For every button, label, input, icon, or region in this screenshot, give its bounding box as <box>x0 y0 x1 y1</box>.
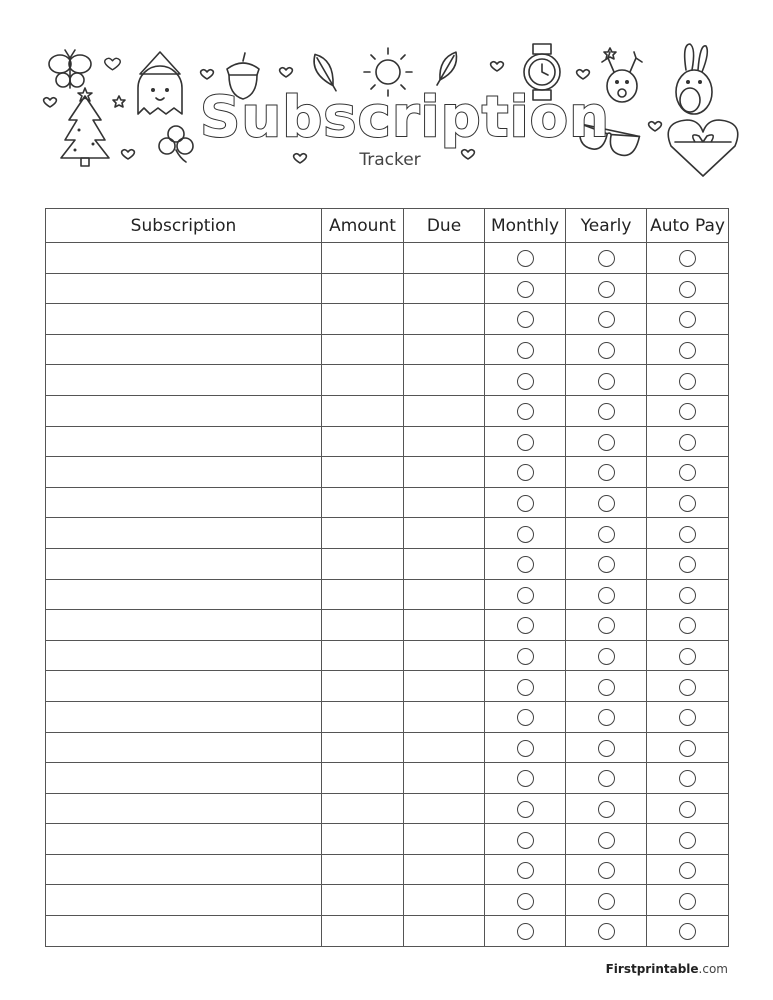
amount-cell[interactable] <box>322 824 404 855</box>
yearly-checkbox[interactable] <box>598 281 615 298</box>
auto-pay-cell <box>647 916 729 947</box>
page-subtitle: Tracker <box>359 150 421 170</box>
table-row <box>46 243 729 274</box>
table-row <box>46 824 729 855</box>
auto-pay-cell <box>647 457 729 488</box>
due-cell[interactable] <box>404 610 485 641</box>
monthly-cell <box>485 824 566 855</box>
yearly-cell <box>566 304 647 335</box>
subscription-cell[interactable] <box>46 334 322 365</box>
auto-pay-checkbox[interactable] <box>679 464 696 481</box>
auto-pay-cell <box>647 763 729 794</box>
amount-cell[interactable] <box>322 487 404 518</box>
monthly-cell <box>485 732 566 763</box>
amount-cell[interactable] <box>322 548 404 579</box>
auto-pay-cell <box>647 579 729 610</box>
yearly-checkbox[interactable] <box>598 342 615 359</box>
monthly-checkbox[interactable] <box>517 495 534 512</box>
subscription-cell[interactable] <box>46 365 322 396</box>
amount-cell[interactable] <box>322 457 404 488</box>
yearly-cell <box>566 243 647 274</box>
column-header-due: Due <box>404 209 485 243</box>
table-row <box>46 457 729 488</box>
subscription-cell[interactable] <box>46 732 322 763</box>
yearly-cell <box>566 487 647 518</box>
monthly-checkbox[interactable] <box>517 709 534 726</box>
auto-pay-cell <box>647 243 729 274</box>
yearly-checkbox[interactable] <box>598 770 615 787</box>
table-row <box>46 916 729 947</box>
monthly-cell <box>485 243 566 274</box>
table-row <box>46 671 729 702</box>
auto-pay-checkbox[interactable] <box>679 617 696 634</box>
monthly-cell <box>485 304 566 335</box>
monthly-cell <box>485 701 566 732</box>
due-cell[interactable] <box>404 732 485 763</box>
monthly-checkbox[interactable] <box>517 403 534 420</box>
table-row <box>46 579 729 610</box>
table-row <box>46 334 729 365</box>
yearly-checkbox[interactable] <box>598 893 615 910</box>
yearly-checkbox[interactable] <box>598 250 615 267</box>
monthly-cell <box>485 671 566 702</box>
yearly-checkbox[interactable] <box>598 862 615 879</box>
table-row <box>46 395 729 426</box>
shamrock-icon <box>159 126 193 162</box>
auto-pay-cell <box>647 732 729 763</box>
auto-pay-cell <box>647 487 729 518</box>
subscription-cell[interactable] <box>46 395 322 426</box>
auto-pay-checkbox[interactable] <box>679 587 696 604</box>
auto-pay-checkbox[interactable] <box>679 434 696 451</box>
butterfly-icon <box>49 50 91 88</box>
due-cell[interactable] <box>404 579 485 610</box>
auto-pay-checkbox[interactable] <box>679 709 696 726</box>
table-row <box>46 610 729 641</box>
monthly-checkbox[interactable] <box>517 250 534 267</box>
auto-pay-cell <box>647 610 729 641</box>
amount-cell[interactable] <box>322 273 404 304</box>
yearly-checkbox[interactable] <box>598 832 615 849</box>
amount-cell[interactable] <box>322 426 404 457</box>
yearly-cell <box>566 365 647 396</box>
auto-pay-checkbox[interactable] <box>679 862 696 879</box>
auto-pay-checkbox[interactable] <box>679 679 696 696</box>
monthly-cell <box>485 885 566 916</box>
brand-watermark <box>606 962 728 976</box>
amount-cell[interactable] <box>322 793 404 824</box>
monthly-cell <box>485 916 566 947</box>
yearly-checkbox[interactable] <box>598 679 615 696</box>
column-header-monthly: Monthly <box>485 209 566 243</box>
monthly-cell <box>485 518 566 549</box>
monthly-checkbox[interactable] <box>517 862 534 879</box>
auto-pay-cell <box>647 334 729 365</box>
monthly-checkbox[interactable] <box>517 832 534 849</box>
yearly-cell <box>566 610 647 641</box>
subscription-cell[interactable] <box>46 793 322 824</box>
yearly-cell <box>566 548 647 579</box>
amount-cell[interactable] <box>322 763 404 794</box>
monthly-cell <box>485 273 566 304</box>
yearly-checkbox[interactable] <box>598 464 615 481</box>
yearly-checkbox[interactable] <box>598 617 615 634</box>
table-row <box>46 365 729 396</box>
yearly-cell <box>566 885 647 916</box>
due-cell[interactable] <box>404 334 485 365</box>
subscription-cell[interactable] <box>46 763 322 794</box>
amount-cell[interactable] <box>322 916 404 947</box>
auto-pay-checkbox[interactable] <box>679 281 696 298</box>
table-row <box>46 487 729 518</box>
amount-cell[interactable] <box>322 365 404 396</box>
auto-pay-checkbox[interactable] <box>679 893 696 910</box>
due-cell[interactable] <box>404 518 485 549</box>
monthly-checkbox[interactable] <box>517 526 534 543</box>
auto-pay-cell <box>647 304 729 335</box>
auto-pay-cell <box>647 885 729 916</box>
monthly-cell <box>485 763 566 794</box>
subscription-cell[interactable] <box>46 854 322 885</box>
subscription-cell[interactable] <box>46 701 322 732</box>
subscription-cell[interactable] <box>46 824 322 855</box>
yearly-checkbox[interactable] <box>598 373 615 390</box>
auto-pay-cell <box>647 854 729 885</box>
auto-pay-checkbox[interactable] <box>679 403 696 420</box>
due-cell[interactable] <box>404 916 485 947</box>
monthly-checkbox[interactable] <box>517 587 534 604</box>
subscription-cell[interactable] <box>46 548 322 579</box>
auto-pay-cell <box>647 701 729 732</box>
auto-pay-checkbox[interactable] <box>679 832 696 849</box>
auto-pay-cell <box>647 395 729 426</box>
yearly-cell <box>566 854 647 885</box>
subscription-cell[interactable] <box>46 273 322 304</box>
amount-cell[interactable] <box>322 671 404 702</box>
auto-pay-checkbox[interactable] <box>679 923 696 940</box>
due-cell[interactable] <box>404 824 485 855</box>
monthly-checkbox[interactable] <box>517 556 534 573</box>
auto-pay-cell <box>647 518 729 549</box>
auto-pay-checkbox[interactable] <box>679 801 696 818</box>
yearly-checkbox[interactable] <box>598 556 615 573</box>
auto-pay-checkbox[interactable] <box>679 556 696 573</box>
yearly-checkbox[interactable] <box>598 526 615 543</box>
monthly-checkbox[interactable] <box>517 617 534 634</box>
amount-cell[interactable] <box>322 885 404 916</box>
amount-cell[interactable] <box>322 334 404 365</box>
yearly-checkbox[interactable] <box>598 709 615 726</box>
table-row <box>46 885 729 916</box>
column-header-amount: Amount <box>322 209 404 243</box>
table-row <box>46 640 729 671</box>
yearly-checkbox[interactable] <box>598 495 615 512</box>
monthly-cell <box>485 457 566 488</box>
yearly-cell <box>566 457 647 488</box>
yearly-cell <box>566 701 647 732</box>
auto-pay-cell <box>647 824 729 855</box>
amount-cell[interactable] <box>322 610 404 641</box>
monthly-checkbox[interactable] <box>517 648 534 665</box>
auto-pay-checkbox[interactable] <box>679 648 696 665</box>
due-cell[interactable] <box>404 763 485 794</box>
monthly-checkbox[interactable] <box>517 923 534 940</box>
yearly-cell <box>566 732 647 763</box>
monthly-checkbox[interactable] <box>517 434 534 451</box>
subscription-cell[interactable] <box>46 885 322 916</box>
auto-pay-checkbox[interactable] <box>679 342 696 359</box>
table-row <box>46 732 729 763</box>
yearly-cell <box>566 426 647 457</box>
monthly-cell <box>485 793 566 824</box>
auto-pay-checkbox[interactable] <box>679 495 696 512</box>
yearly-checkbox[interactable] <box>598 740 615 757</box>
page-header <box>0 0 773 200</box>
due-cell[interactable] <box>404 273 485 304</box>
monthly-cell <box>485 395 566 426</box>
auto-pay-checkbox[interactable] <box>679 526 696 543</box>
yearly-checkbox[interactable] <box>598 311 615 328</box>
table-row <box>46 763 729 794</box>
auto-pay-cell <box>647 640 729 671</box>
monthly-checkbox[interactable] <box>517 464 534 481</box>
yearly-cell <box>566 395 647 426</box>
monthly-checkbox[interactable] <box>517 740 534 757</box>
yearly-checkbox[interactable] <box>598 434 615 451</box>
subscription-cell[interactable] <box>46 243 322 274</box>
table-row <box>46 701 729 732</box>
due-cell[interactable] <box>404 487 485 518</box>
monthly-cell <box>485 640 566 671</box>
table-body <box>46 243 729 947</box>
due-cell[interactable] <box>404 243 485 274</box>
monthly-checkbox[interactable] <box>517 770 534 787</box>
subscription-cell[interactable] <box>46 579 322 610</box>
amount-cell[interactable] <box>322 304 404 335</box>
monthly-cell <box>485 610 566 641</box>
yearly-checkbox[interactable] <box>598 801 615 818</box>
column-header-yearly: Yearly <box>566 209 647 243</box>
ghost-icon <box>138 52 182 114</box>
due-cell[interactable] <box>404 426 485 457</box>
column-header-auto-pay: Auto Pay <box>647 209 729 243</box>
monthly-cell <box>485 487 566 518</box>
yearly-cell <box>566 273 647 304</box>
amount-cell[interactable] <box>322 579 404 610</box>
due-cell[interactable] <box>404 885 485 916</box>
amount-cell[interactable] <box>322 518 404 549</box>
table-row <box>46 273 729 304</box>
table-row <box>46 793 729 824</box>
yearly-cell <box>566 793 647 824</box>
yearly-cell <box>566 763 647 794</box>
due-cell[interactable] <box>404 640 485 671</box>
table-row <box>46 426 729 457</box>
due-cell[interactable] <box>404 701 485 732</box>
monthly-cell <box>485 548 566 579</box>
table-row <box>46 518 729 549</box>
monthly-checkbox[interactable] <box>517 311 534 328</box>
yearly-cell <box>566 518 647 549</box>
table-row <box>46 304 729 335</box>
monthly-checkbox[interactable] <box>517 342 534 359</box>
yearly-checkbox[interactable] <box>598 403 615 420</box>
due-cell[interactable] <box>404 457 485 488</box>
brand-domain: .com <box>698 962 728 976</box>
monthly-checkbox[interactable] <box>517 281 534 298</box>
amount-cell[interactable] <box>322 395 404 426</box>
due-cell[interactable] <box>404 854 485 885</box>
monthly-cell <box>485 365 566 396</box>
christmas-tree-icon <box>61 88 109 166</box>
due-cell[interactable] <box>404 304 485 335</box>
yearly-cell <box>566 640 647 671</box>
auto-pay-checkbox[interactable] <box>679 250 696 267</box>
heart-gift-icon <box>668 120 738 176</box>
auto-pay-checkbox[interactable] <box>679 373 696 390</box>
monthly-checkbox[interactable] <box>517 893 534 910</box>
table-row <box>46 548 729 579</box>
amount-cell[interactable] <box>322 243 404 274</box>
subscription-cell[interactable] <box>46 610 322 641</box>
auto-pay-cell <box>647 793 729 824</box>
auto-pay-cell <box>647 273 729 304</box>
subscription-cell[interactable] <box>46 640 322 671</box>
amount-cell[interactable] <box>322 854 404 885</box>
table-header-row <box>46 209 729 243</box>
yearly-cell <box>566 579 647 610</box>
due-cell[interactable] <box>404 671 485 702</box>
auto-pay-cell <box>647 365 729 396</box>
column-header-subscription: Subscription <box>46 209 322 243</box>
monthly-checkbox[interactable] <box>517 679 534 696</box>
page-title: Subscription <box>200 85 611 150</box>
monthly-cell <box>485 426 566 457</box>
subscription-cell[interactable] <box>46 518 322 549</box>
due-cell[interactable] <box>404 548 485 579</box>
yearly-cell <box>566 671 647 702</box>
yearly-checkbox[interactable] <box>598 648 615 665</box>
subscription-table <box>45 208 729 947</box>
yearly-cell <box>566 334 647 365</box>
due-cell[interactable] <box>404 793 485 824</box>
monthly-cell <box>485 854 566 885</box>
yearly-cell <box>566 916 647 947</box>
bunny-icon <box>676 44 712 114</box>
auto-pay-cell <box>647 426 729 457</box>
auto-pay-checkbox[interactable] <box>679 740 696 757</box>
amount-cell[interactable] <box>322 640 404 671</box>
yearly-checkbox[interactable] <box>598 587 615 604</box>
amount-cell[interactable] <box>322 701 404 732</box>
monthly-cell <box>485 334 566 365</box>
due-cell[interactable] <box>404 365 485 396</box>
auto-pay-cell <box>647 548 729 579</box>
subscription-cell[interactable] <box>46 487 322 518</box>
yearly-checkbox[interactable] <box>598 923 615 940</box>
subscription-cell[interactable] <box>46 426 322 457</box>
monthly-checkbox[interactable] <box>517 801 534 818</box>
monthly-cell <box>485 579 566 610</box>
brand-name: Firstprintable <box>605 962 699 976</box>
monthly-checkbox[interactable] <box>517 373 534 390</box>
subscription-cell[interactable] <box>46 916 322 947</box>
due-cell[interactable] <box>404 395 485 426</box>
amount-cell[interactable] <box>322 732 404 763</box>
subscription-cell[interactable] <box>46 457 322 488</box>
table-row <box>46 854 729 885</box>
auto-pay-checkbox[interactable] <box>679 770 696 787</box>
subscription-cell[interactable] <box>46 304 322 335</box>
auto-pay-checkbox[interactable] <box>679 311 696 328</box>
auto-pay-cell <box>647 671 729 702</box>
yearly-cell <box>566 824 647 855</box>
subscription-cell[interactable] <box>46 671 322 702</box>
